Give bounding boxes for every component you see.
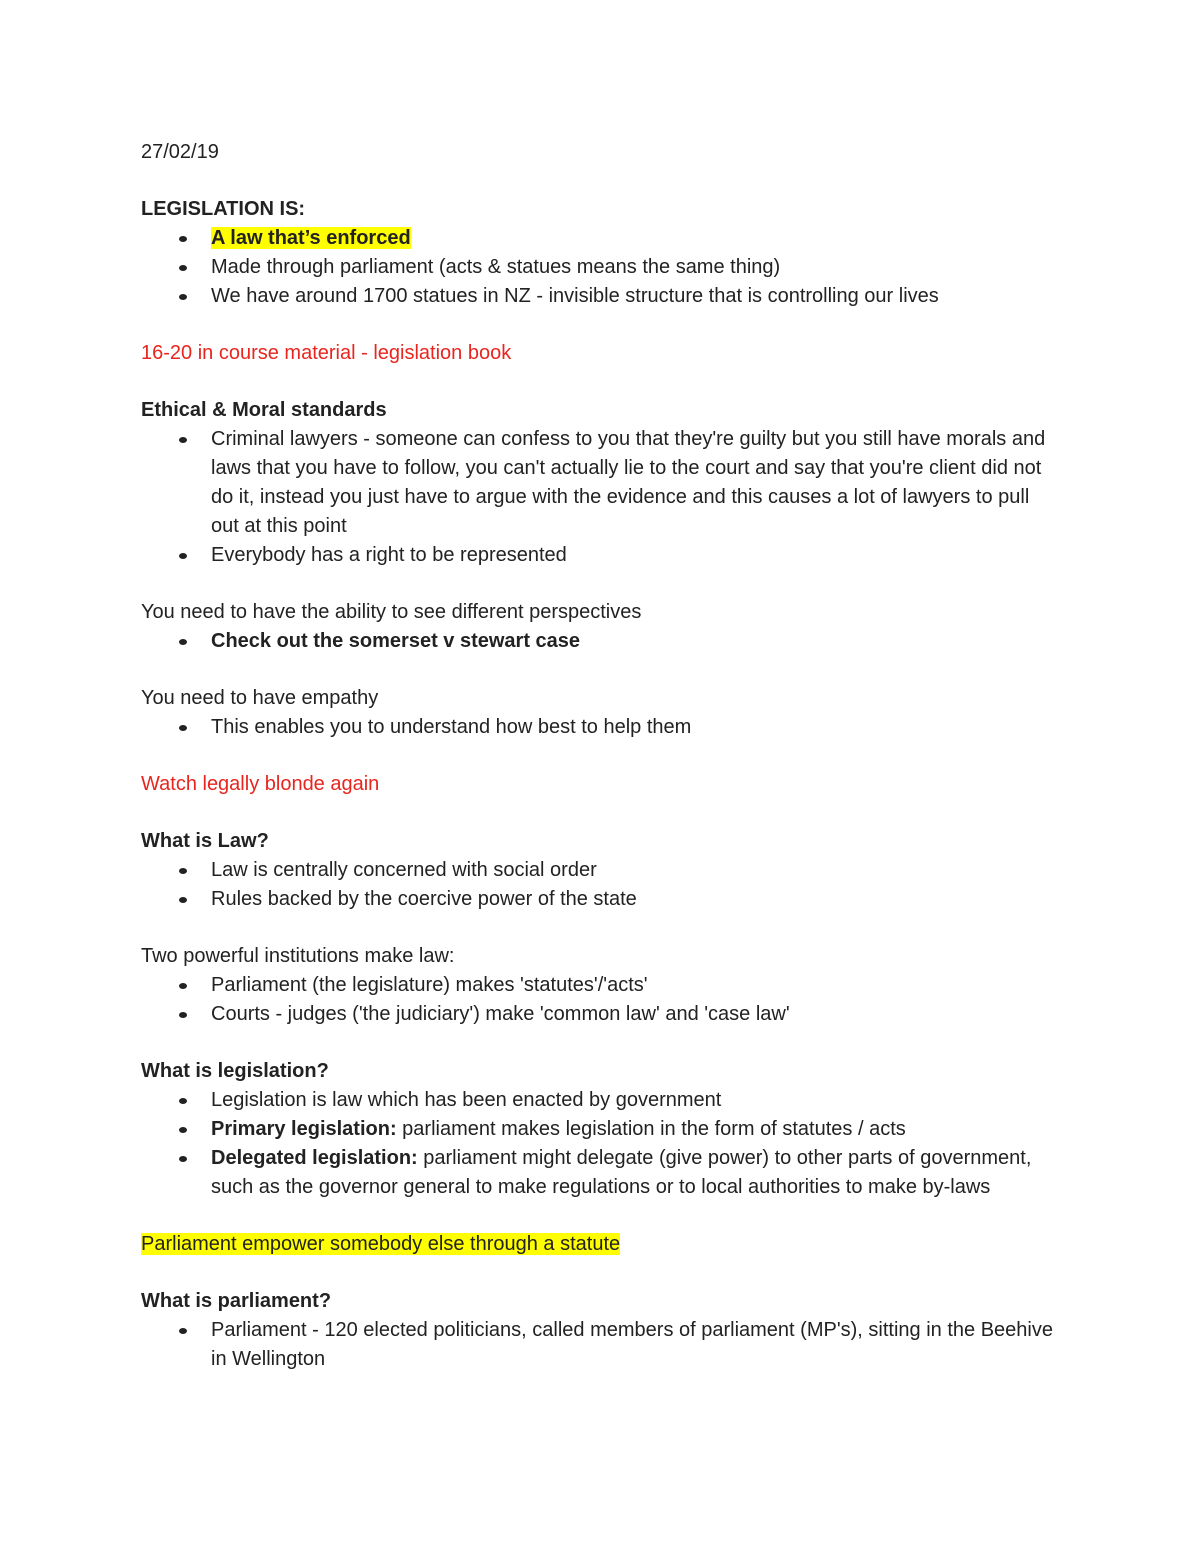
course-note: 16-20 in course material - legislation book [141, 342, 512, 364]
legislation-list [141, 224, 1061, 311]
perspectives-text: You need to have the ability to see different perspectives [141, 601, 642, 623]
list-item: Everybody has a right to be represented [141, 541, 1061, 570]
highlighted-text: A law that’s enforced [211, 227, 411, 249]
what-is-law-list [141, 856, 1061, 914]
list-item: Check out the somerset v stewart case [141, 627, 1061, 656]
list-item: Courts - judges ('the judiciary') make 'common law' and 'case law' [141, 1000, 1061, 1029]
term-label: Primary legislation: [211, 1118, 397, 1140]
institutions-text: Two powerful institutions make law: [141, 945, 455, 967]
ethical-heading: Ethical & Moral standards [141, 399, 387, 421]
list-item [141, 224, 1061, 253]
highlighted-text: Parliament empower somebody else through a statute [141, 1233, 621, 1255]
list-item: Criminal lawyers - someone can confess to you that they're guilty but you still have morals and laws that you have to follow, you can't actually lie to the court and say that you're client did not do it, instead you just have to argue with the evidence and this causes a lot of lawyers to pull out at this point [141, 425, 1061, 541]
what-is-parliament-list [141, 1316, 1061, 1374]
list-item: Parliament - 120 elected politicians, called members of parliament (MP's), sitting in the Beehive in Wellington [141, 1316, 1061, 1374]
what-is-law-heading: What is Law? [141, 830, 269, 852]
list-item: This enables you to understand how best to help them [141, 713, 1061, 742]
list-item: Made through parliament (acts & statues means the same thing) [141, 253, 1061, 282]
watch-note: Watch legally blonde again [141, 773, 380, 795]
term-definition: parliament makes legislation in the form of statutes / acts [396, 1118, 906, 1140]
document-page [141, 138, 1061, 1374]
term-label: Delegated legislation: [211, 1147, 418, 1169]
perspectives-list [141, 627, 1061, 656]
list-item [141, 1144, 1061, 1202]
ethical-list [141, 425, 1061, 570]
list-item: Rules backed by the coercive power of the state [141, 885, 1061, 914]
list-item: We have around 1700 statues in NZ - invisible structure that is controlling our lives [141, 282, 1061, 311]
empower-note [141, 1230, 1061, 1259]
legislation-heading: LEGISLATION IS: [141, 198, 306, 220]
institutions-list [141, 971, 1061, 1029]
list-item: Legislation is law which has been enacted by government [141, 1086, 1061, 1115]
what-is-parliament-heading: What is parliament? [141, 1290, 332, 1312]
empathy-text: You need to have empathy [141, 687, 379, 709]
what-is-legislation-heading: What is legislation? [141, 1060, 329, 1082]
list-item [141, 1115, 1061, 1144]
empathy-list [141, 713, 1061, 742]
list-item: Law is centrally concerned with social order [141, 856, 1061, 885]
what-is-legislation-list [141, 1086, 1061, 1202]
list-item: Parliament (the legislature) makes 'statutes'/'acts' [141, 971, 1061, 1000]
date-line: 27/02/19 [141, 141, 219, 163]
term-definition: parliament might delegate (give power) to other parts of government, such as the governor general to make regulations or to local authorities to make by-laws [211, 1147, 1032, 1198]
